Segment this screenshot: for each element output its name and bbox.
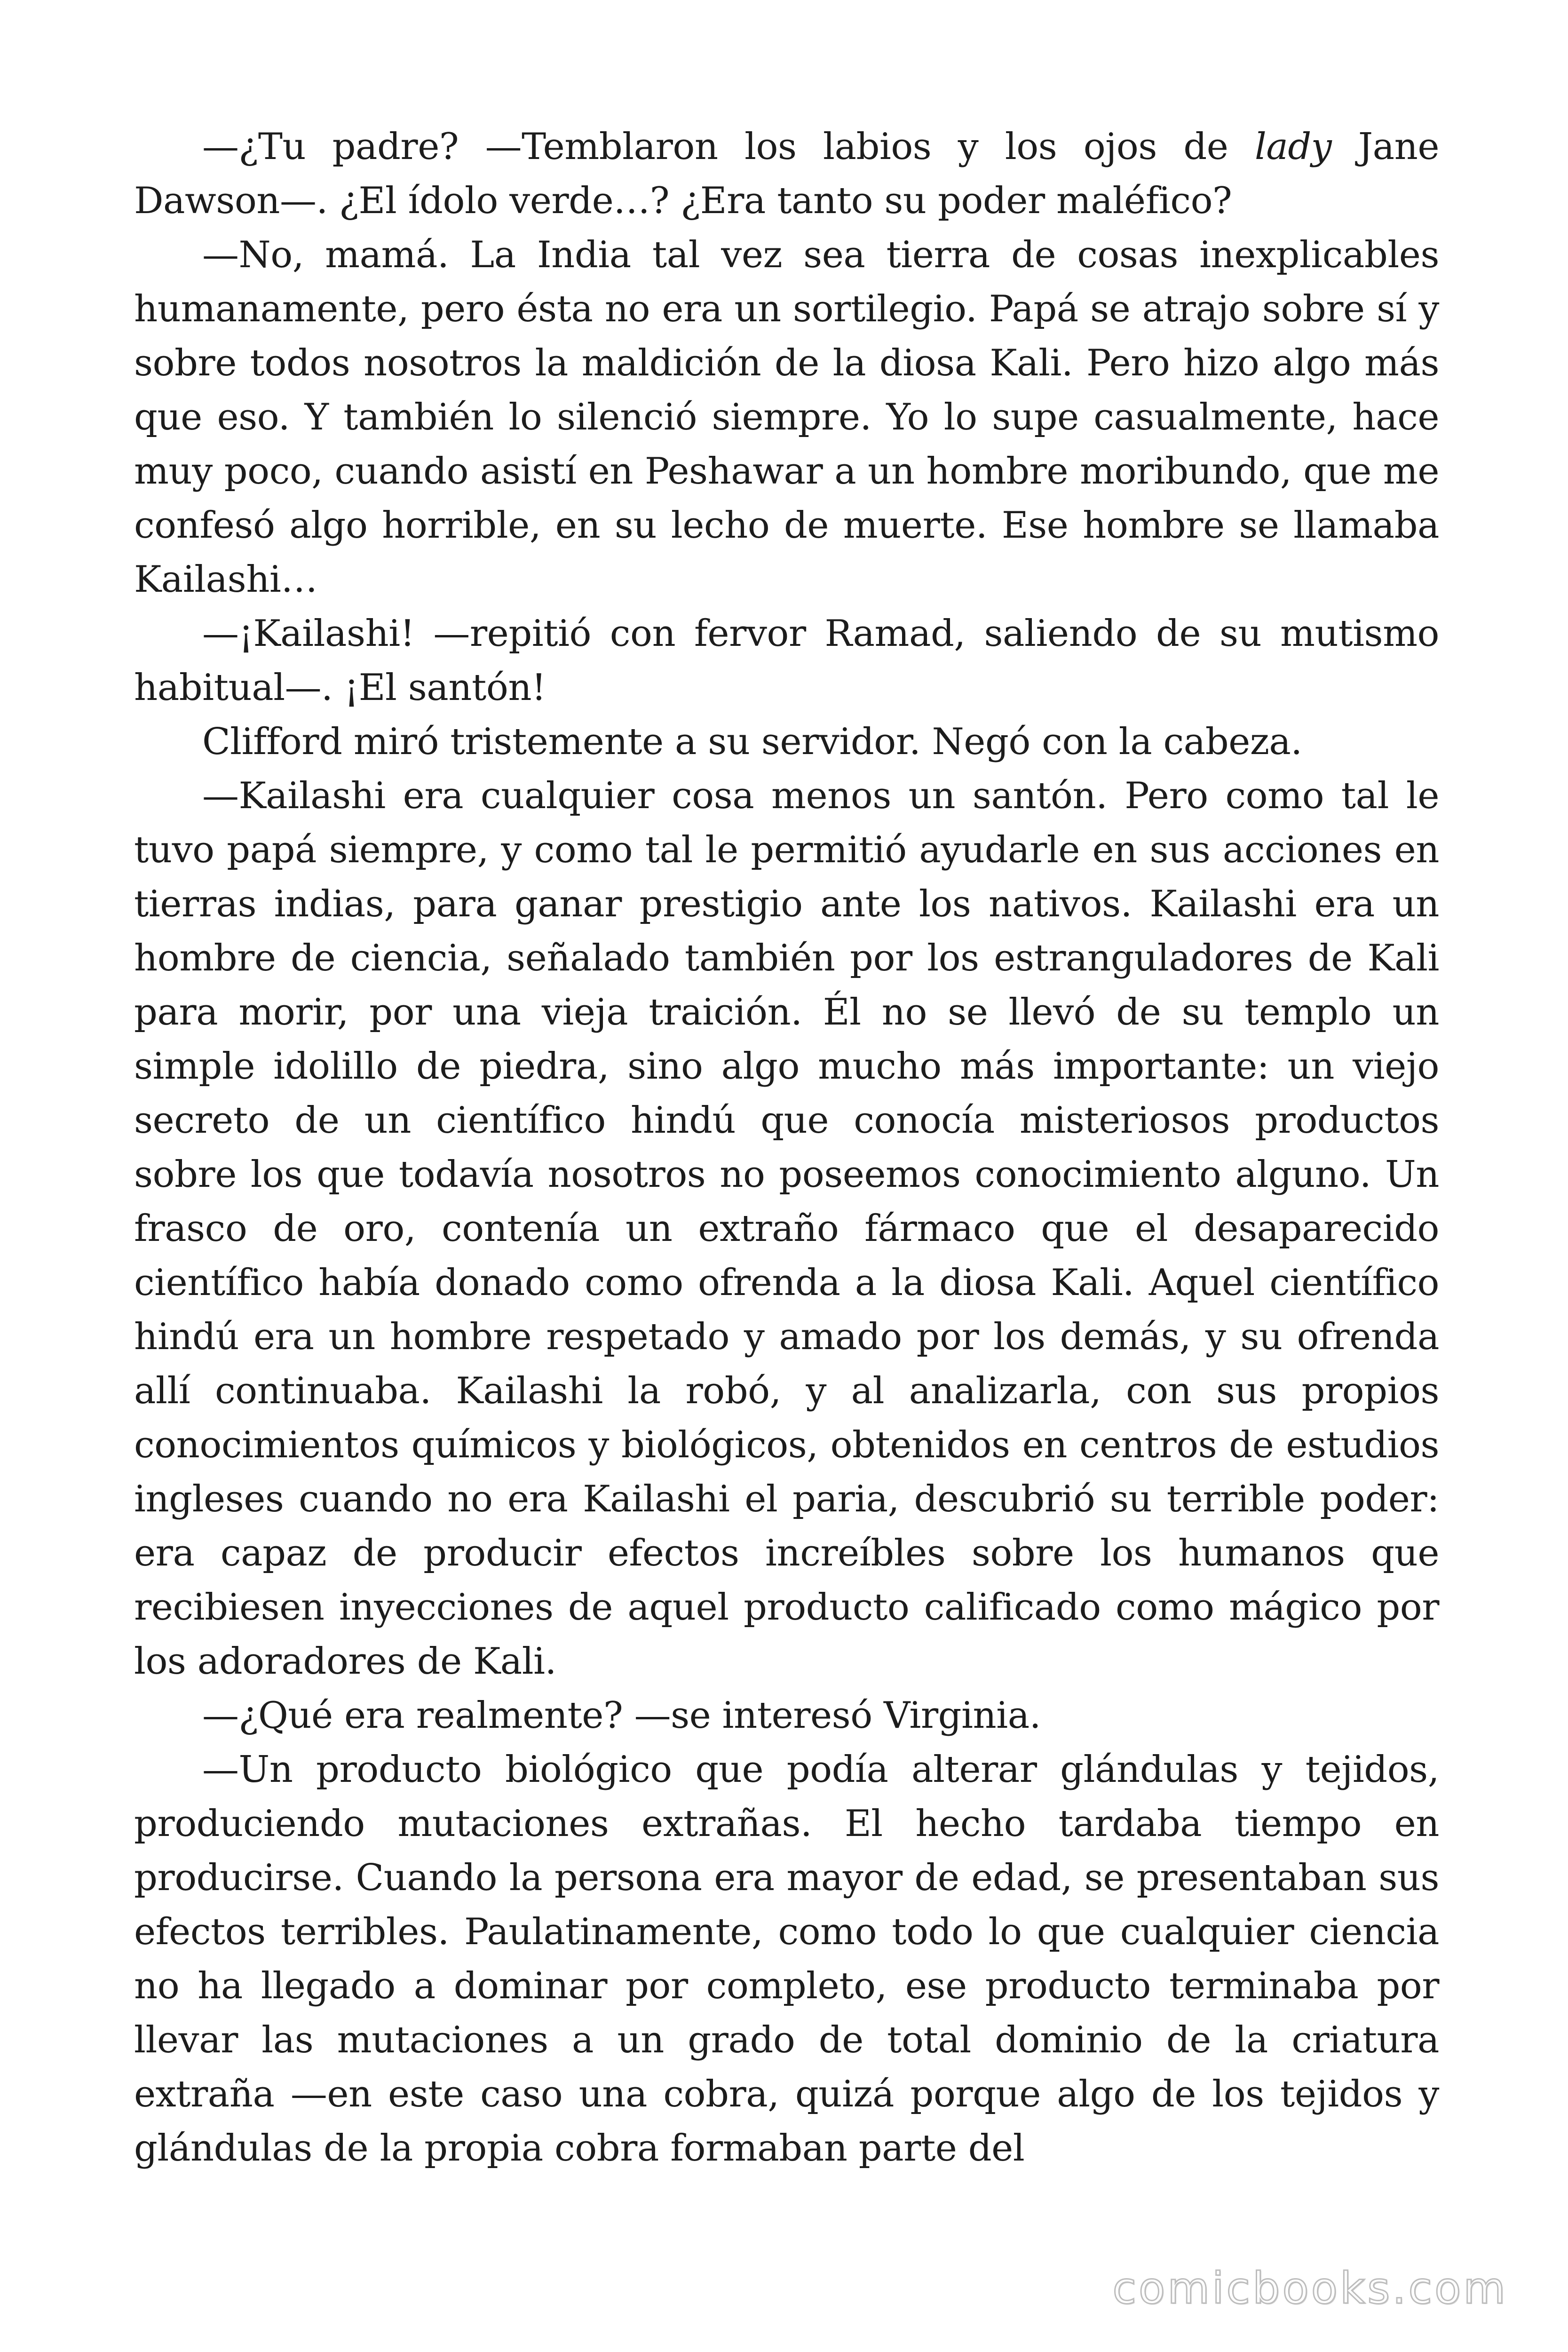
paragraph-4: Clifford miró tristemente a su servidor. Negó con la cabeza. bbox=[202, 721, 1302, 763]
italic-word-lady: lady bbox=[1254, 126, 1332, 168]
paragraph-2: —No, mamá. La India tal vez sea tierra de cosas inexplicables humanamente, pero ésta no era un sortilegio. Papá se atrajo sobre sí y sobre todos nosotros la maldición de la diosa Kali. Pero hizo algo más que eso. Y también lo silenció siempre. Yo lo supe casualmente, hace muy poco, cuando asistí en Peshawar a un hombre moribundo, que me confesó algo horrible, en su lecho de muerte. Ese hombre se llamaba Kailashi… bbox=[134, 234, 1439, 601]
page-text-body bbox=[134, 120, 1439, 2176]
paragraph-1-text-end: Jane Dawson—. ¿El ídolo verde…? ¿Era tanto su poder maléfico? bbox=[134, 126, 1439, 222]
paragraph-6: —¿Qué era realmente? —se interesó Virginia. bbox=[202, 1694, 1041, 1737]
paragraph-5: —Kailashi era cualquier cosa menos un santón. Pero como tal le tuvo papá siempre, y como tal le permitió ayudarle en sus acciones en tierras indias, para ganar prestigio ante los nativos. Kailashi era un hombre de ciencia, señalado también por los estranguladores de Kali para morir, por una vieja traición. Él no se llevó de su templo un simple idolillo de piedra, sino algo mucho más importante: un viejo secreto de un científico hindú que conocía misteriosos productos sobre los que todavía nosotros no poseemos conocimiento alguno. Un frasco de oro, contenía un extraño fármaco que el desaparecido científico había donado como ofrenda a la diosa Kali. Aquel científico hindú era un hombre respetado y amado por los demás, y su ofrenda allí continuaba. Kailashi la robó, y al analizarla, con sus propios conocimientos químicos y biológicos, obtenidos en centros de estudios ingleses cuando no era Kailashi el paria, descubrió su terrible poder: era capaz de producir efectos increíbles sobre los humanos que recibiesen inyecciones de aquel producto calificado como mágico por los adoradores de Kali. bbox=[134, 775, 1439, 1683]
paragraph-1 bbox=[134, 120, 1439, 228]
watermark-logo: comicbooks.com bbox=[1112, 2263, 1508, 2313]
paragraph-3: —¡Kailashi! —repitió con fervor Ramad, saliendo de su mutismo habitual—. ¡El santón! bbox=[134, 612, 1439, 709]
paragraph-7: —Un producto biológico que podía alterar glándulas y tejidos, produciendo mutaciones extrañas. El hecho tardaba tiempo en producirse. Cuando la persona era mayor de edad, se presentaban sus efectos terribles. Paulatinamente, como todo lo que cualquier ciencia no ha llegado a dominar por completo, ese producto terminaba por llevar las mutaciones a un grado de total dominio de la criatura extraña —en este caso una cobra, quizá porque algo de los tejidos y glándulas de la propia cobra formaban parte del bbox=[134, 1748, 1439, 2169]
paragraph-1-text-start: —¿Tu padre? —Temblaron los labios y los ojos de bbox=[202, 126, 1255, 168]
